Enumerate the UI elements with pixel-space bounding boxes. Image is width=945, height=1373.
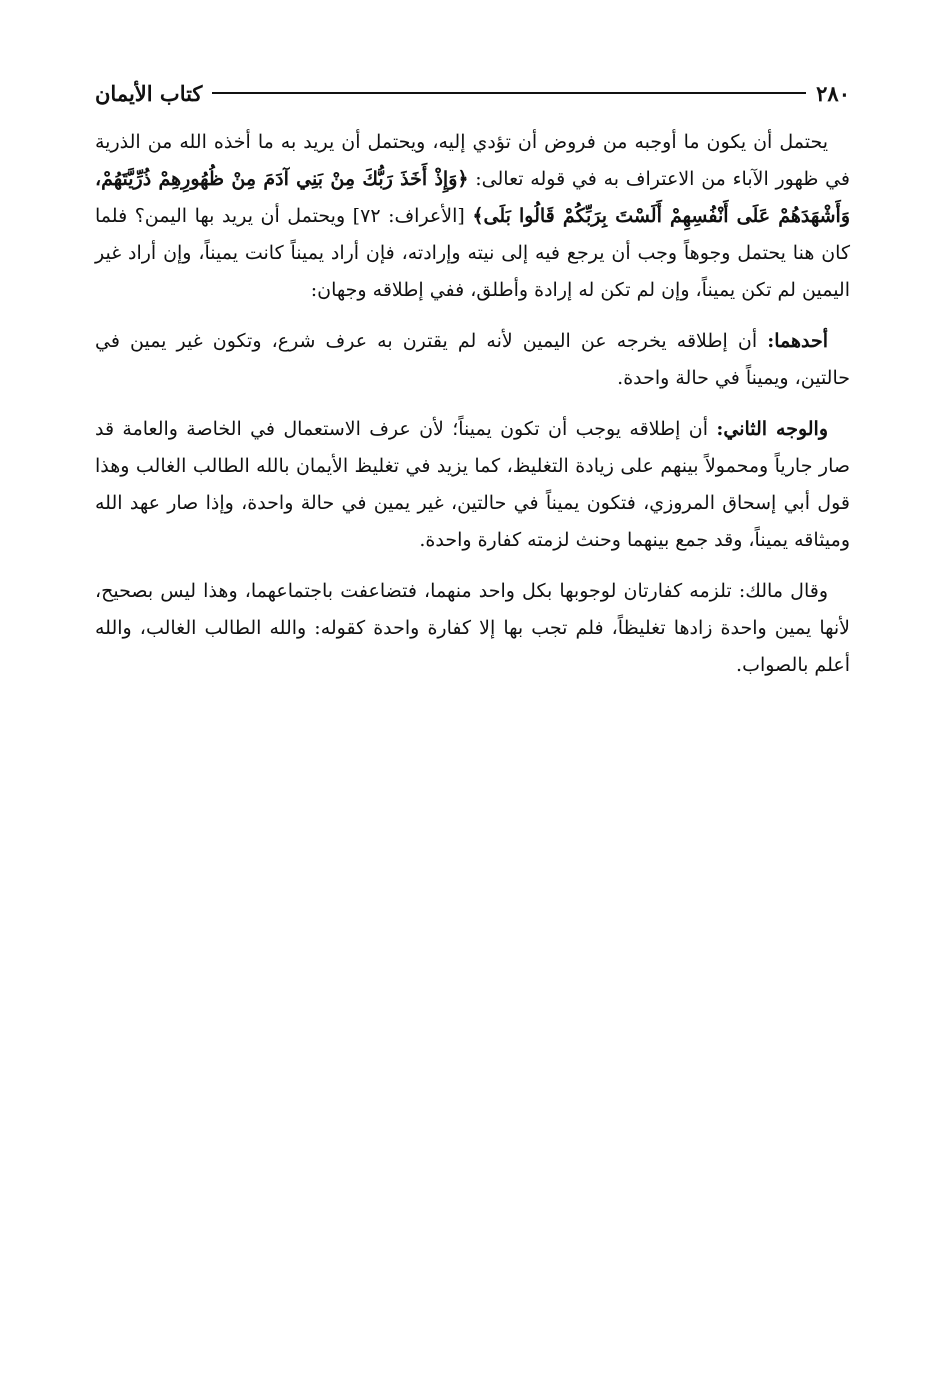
paragraph-1-text-b: ويحتمل أن يريد بها اليمن؟ فلما كان هنا يحتمل وجوهاً وجب أن يرجع فيه إلى نيته وإرادته، فإن أراد يميناً كانت يميناً، وإن أراد غير اليمين لم تكن يميناً، وإن لم تكن له إرادة وأطلق، ففي إطلاقه وجهان: xyxy=(95,205,850,301)
paragraph-4 xyxy=(95,573,850,684)
paragraph-2-lead: أحدهما: xyxy=(767,330,828,352)
paragraph-1-text-a: يحتمل أن يكون ما أوجبه من فروض أن تؤدي إليه، ويحتمل أن يريد به ما أخذه الله من الذرية في ظهور الآباء من الاعتراف به في قوله تعالى: xyxy=(95,131,851,190)
page-number: ٢٨٠ xyxy=(816,80,850,106)
paragraph-2 xyxy=(95,323,850,397)
paragraph-3 xyxy=(95,411,850,559)
main-text xyxy=(95,124,850,698)
paragraph-1 xyxy=(95,124,850,309)
verse-citation: [الأعراف: ٧٢] xyxy=(345,205,473,227)
paragraph-4-text: وقال مالك: تلزمه كفارتان لوجوبها بكل واحد منهما، فتضاعفت باجتماعهما، وهذا ليس بصحيح، لأنها يمين واحدة زادها تغليظاً، فلم تجب بها إلا كفارة واحدة كقوله: والله الطالب الغالب، والله أعلم بالصواب. xyxy=(95,580,850,676)
paragraph-3-lead: والوجه الثاني: xyxy=(716,418,828,440)
running-header xyxy=(95,76,850,110)
header-rule xyxy=(212,92,806,94)
book-title: كتاب الأيمان xyxy=(95,80,203,106)
paragraph-3-text: أن إطلاقه يوجب أن تكون يميناً؛ لأن عرف الاستعمال في الخاصة والعامة قد صار جارياً ومحمولاً بينهم على زيادة التغليظ، كما يزيد في تغليظ الأيمان بالله الطالب الغالب وهذا قول أبي إسحاق المروزي، فتكون يميناً في حالتين، غير يمين في حالة واحدة، وإذا صار عهد الله وميثاقه يميناً، وقد جمع بينهما وحنث لزمته كفارة واحدة. xyxy=(95,418,850,551)
quran-verse: ﴿وَإِذْ أَخَذَ رَبُّكَ مِنْ بَنِي آدَمَ مِنْ ظُهُورِهِمْ ذُرِّيَّتَهُمْ، وَأَشْهَدَهُمْ عَلَى أَنْفُسِهِمْ أَلَسْتَ بِرَبِّكُمْ قَالُوا بَلَى﴾ xyxy=(95,168,850,227)
paragraph-2-text: أن إطلاقه يخرجه عن اليمين لأنه لم يقترن به عرف شرع، وتكون غير يمين في حالتين، ويميناً في حالة واحدة. xyxy=(95,330,850,389)
